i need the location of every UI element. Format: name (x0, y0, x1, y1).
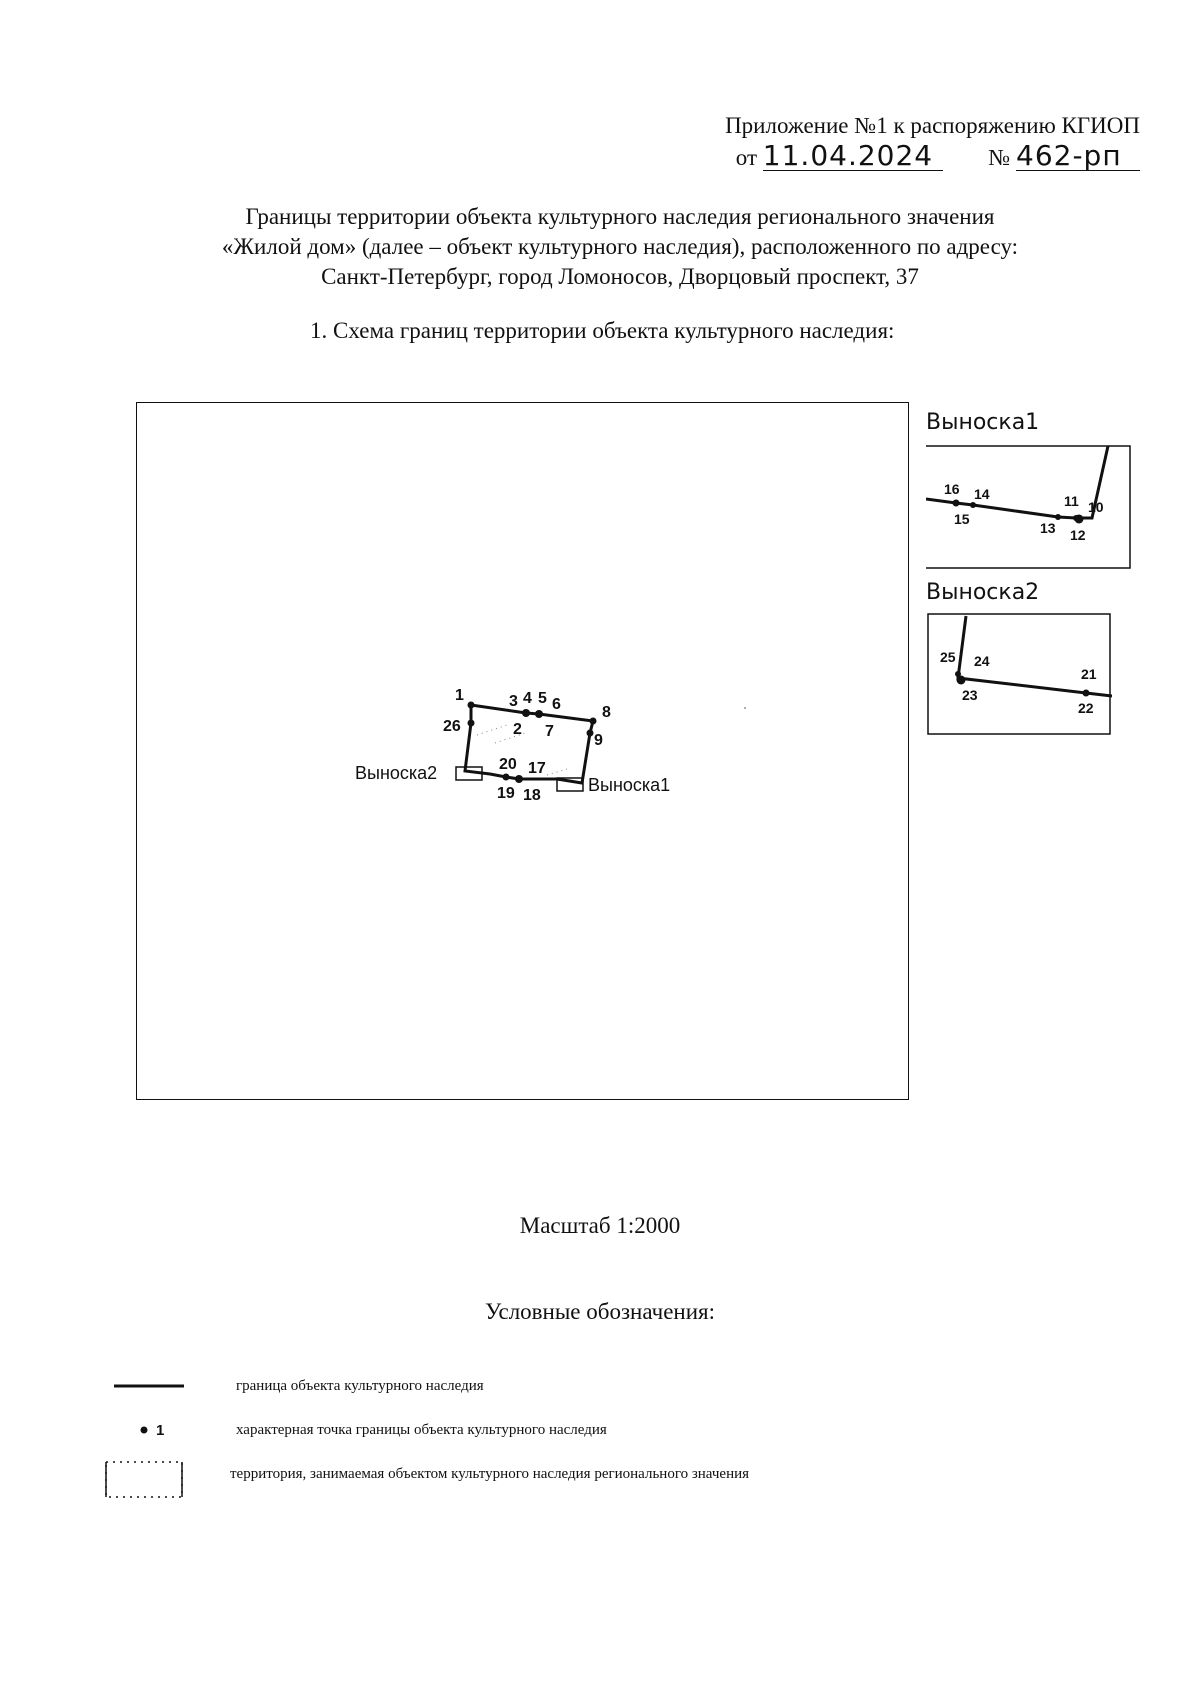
title-line-1: Границы территории объекта культурного наследия регионального значения (245, 204, 995, 229)
from-label: от (735, 145, 758, 170)
callout-marker-label-2: Выноска2 (355, 763, 438, 783)
map-label-18: 18 (523, 787, 541, 804)
boundary-point-8 (590, 718, 597, 725)
scale-text: Масштаб 1:2000 (519, 1213, 681, 1238)
header-block (650, 110, 1140, 174)
map-label-20: 20 (499, 756, 517, 773)
appendix-title: Приложение №1 к распоряжению КГИОП (725, 113, 1140, 138)
callout-2-inset (926, 612, 1112, 736)
map-label-17: 17 (528, 760, 546, 777)
order-number: 462-рп (1016, 142, 1140, 171)
title-line-3: Санкт-Петербург, город Ломоносов, Дворцовый проспект, 37 (321, 264, 919, 289)
boundary-point-3 (522, 709, 530, 717)
callout-2-title: Выноска2 (926, 580, 1040, 605)
callout-2-label-21: 21 (1081, 666, 1097, 682)
map-label-8: 8 (602, 704, 611, 721)
boundary-point-5 (535, 710, 543, 718)
callout-2-label-22: 22 (1078, 700, 1094, 716)
callout-2-point-22 (1083, 690, 1090, 697)
callout-1-point-14 (970, 502, 976, 508)
legend-point-text: характерная точка границы объекта культурного наследия (236, 1422, 607, 1438)
section-heading: 1. Схема границ территории объекта культурного наследия: (310, 318, 895, 343)
map-label-26: 26 (443, 718, 461, 735)
callout-1-title: Выноска1 (926, 410, 1040, 435)
callout-1-label-12: 12 (1070, 527, 1086, 543)
map-label-1: 1 (455, 687, 464, 704)
order-date: 11.04.2024 (763, 142, 943, 171)
map-label-19: 19 (497, 785, 515, 802)
boundary-point-26 (468, 720, 475, 727)
map-label-2: 2 (513, 721, 522, 738)
legend-area-symbol (106, 1462, 182, 1497)
map-label-7: 7 (545, 723, 554, 740)
legend-point-symbol (141, 1427, 148, 1434)
map-label-9: 9 (594, 732, 603, 749)
legend-area-text: территория, занимаемая объектом культурного наследия регионального значения (230, 1466, 750, 1482)
legend-point-label: 1 (156, 1422, 165, 1439)
title-line-2: «Жилой дом» (далее – объект культурного наследия), расположенного по адресу: (221, 234, 1019, 259)
callout-2-label-24: 24 (974, 653, 990, 669)
callout-2-label-23: 23 (962, 687, 978, 703)
legend-line-text: граница объекта культурного наследия (236, 1378, 484, 1394)
boundary-map (137, 403, 908, 1099)
boundary-point-19 (503, 774, 510, 781)
legend-heading: Условные обозначения: (484, 1299, 716, 1324)
callout-marker-label-1: Выноска1 (588, 775, 671, 795)
map-label-6: 6 (552, 696, 561, 713)
callout-1-label-11: 11 (1064, 493, 1079, 509)
legend-symbols (100, 1378, 190, 1508)
order-line (650, 139, 1140, 174)
document-title (100, 202, 1140, 292)
map-frame (136, 402, 909, 1100)
callout-2-point-23 (957, 676, 966, 685)
callout-1-point-13 (1055, 514, 1061, 520)
callout-1-label-15: 15 (954, 511, 970, 527)
boundary-point-1 (468, 702, 475, 709)
callout-2-label-25: 25 (940, 649, 956, 665)
callout-1-label-16: 16 (944, 481, 960, 497)
number-label: № (988, 145, 1011, 170)
callout-1-inset (926, 444, 1132, 570)
callout-1-label-10: 10 (1088, 499, 1104, 515)
map-label-3: 3 (509, 693, 518, 710)
callout-1-label-13: 13 (1040, 520, 1056, 536)
map-label-5: 5 (538, 690, 547, 707)
legend (100, 1378, 1140, 1508)
map-label-4: 4 (523, 690, 532, 707)
callout-1-point-16 (953, 500, 960, 507)
boundary-point-18 (515, 775, 523, 783)
callout-1-label-14: 14 (974, 486, 990, 502)
boundary-point-9 (587, 730, 594, 737)
callout-1-point-12 (1075, 515, 1084, 524)
